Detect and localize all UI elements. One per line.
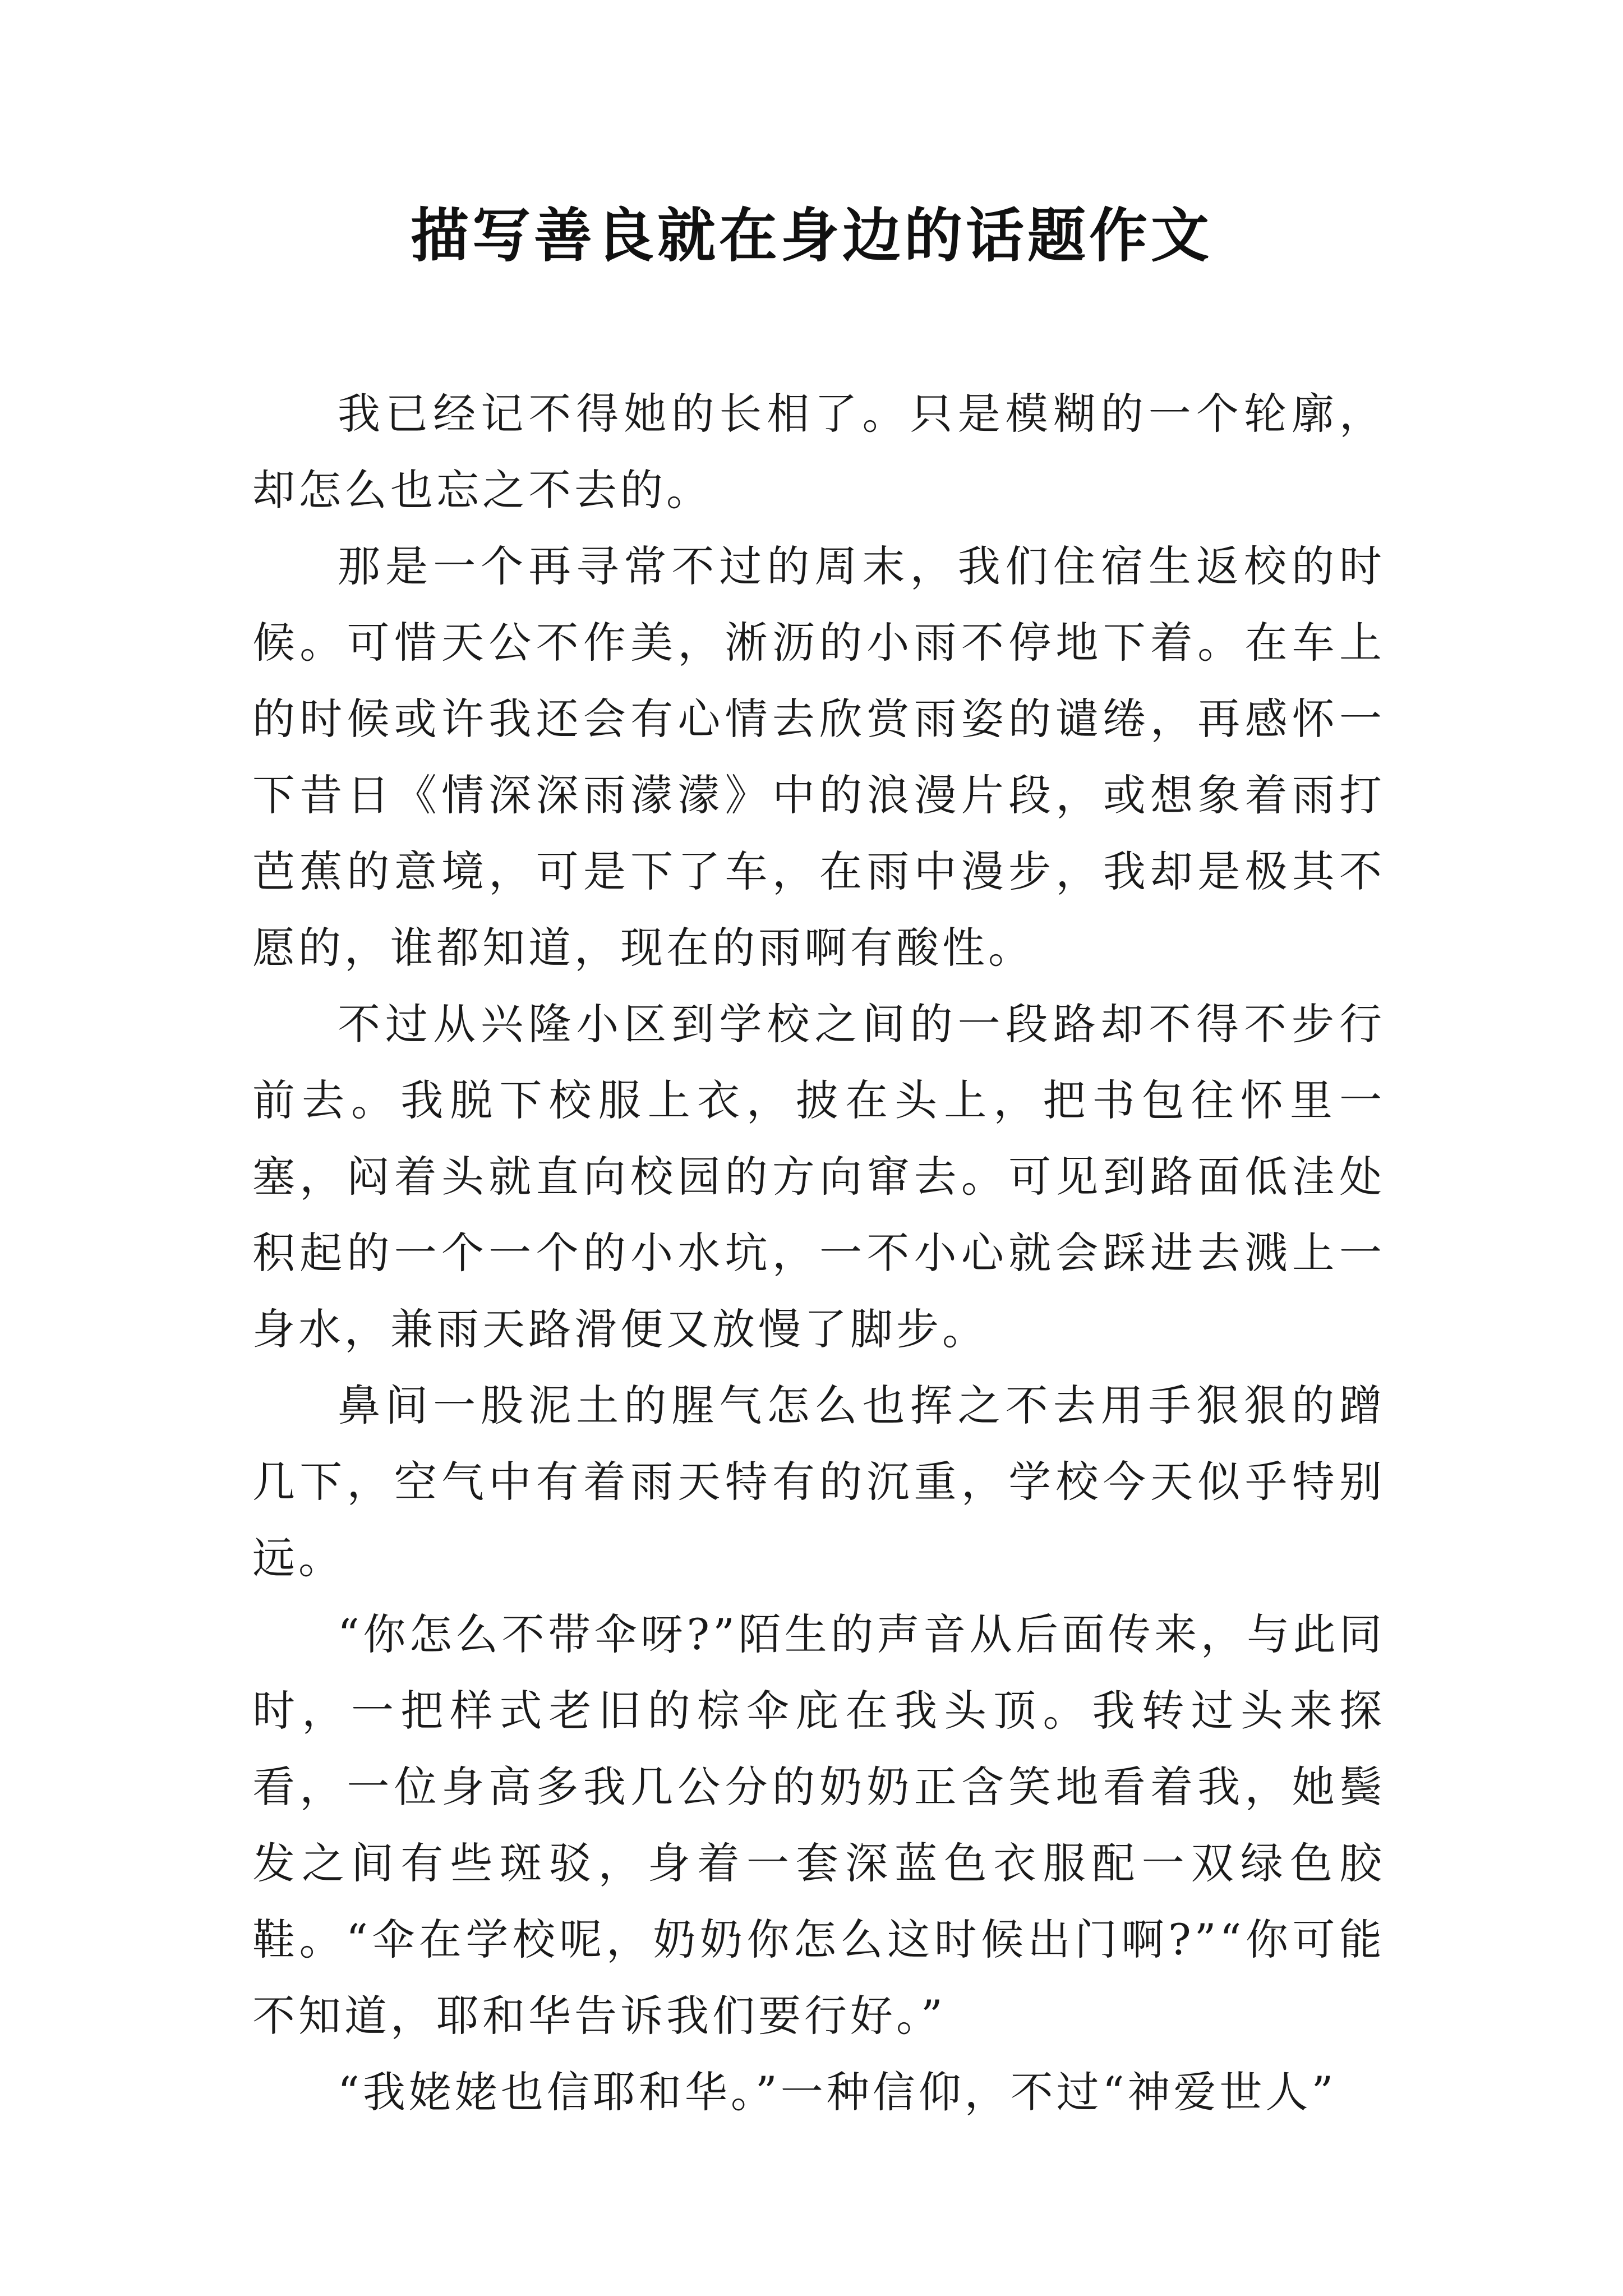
document-title: 描写善良就在身边的话题作文: [410, 201, 1212, 270]
paragraph-4: 鼻间一股泥土的腥气怎么也挥之不去用手狠狠的蹭几下，空气中有着雨天特有的沉重，学校今天似乎特别远。: [252, 1381, 1385, 1583]
paragraph-3: 不过从兴隆小区到学校之间的一段路却不得不步行前去。我脱下校服上衣，披在头上，把书包往怀里一塞，闷着头就直向校园的方向窜去。可见到路面低洼处积起的一个一个的小水坑，一不小心就会踩进去溅上一身水，兼雨天路滑便又放慢了脚步。: [252, 999, 1385, 1354]
document-body: [252, 376, 1385, 2131]
paragraph-5: “你怎么不带伞呀?”陌生的声音从后面传来，与此同时，一把样式老旧的棕伞庇在我头顶。我转过头来探看，一位身高多我几公分的奶奶正含笑地看着我，她鬓发之间有些斑驳，身着一套深蓝色衣服配一双绿色胶鞋。“伞在学校呢，奶奶你怎么这时候出门啊?”“你可能不知道，耶和华告诉我们要行好。”: [252, 1609, 1385, 2041]
paragraph-1: 我已经记不得她的长相了。只是模糊的一个轮廓，却怎么也忘之不去的。: [252, 389, 1385, 515]
paragraph-2: 那是一个再寻常不过的周末，我们住宿生返校的时候。可惜天公不作美，淅沥的小雨不停地下着。在车上的时候或许我还会有心情去欣赏雨姿的谴绻，再感怀一下昔日《情深深雨濛濛》中的浪漫片段，或想象着雨打芭蕉的意境，可是下了车，在雨中漫步，我却是极其不愿的，谁都知道，现在的雨啊有酸性。: [252, 541, 1385, 973]
paragraph-6: “我姥姥也信耶和华。”一种信仰，不过“神爱世人”: [338, 2067, 1337, 2117]
